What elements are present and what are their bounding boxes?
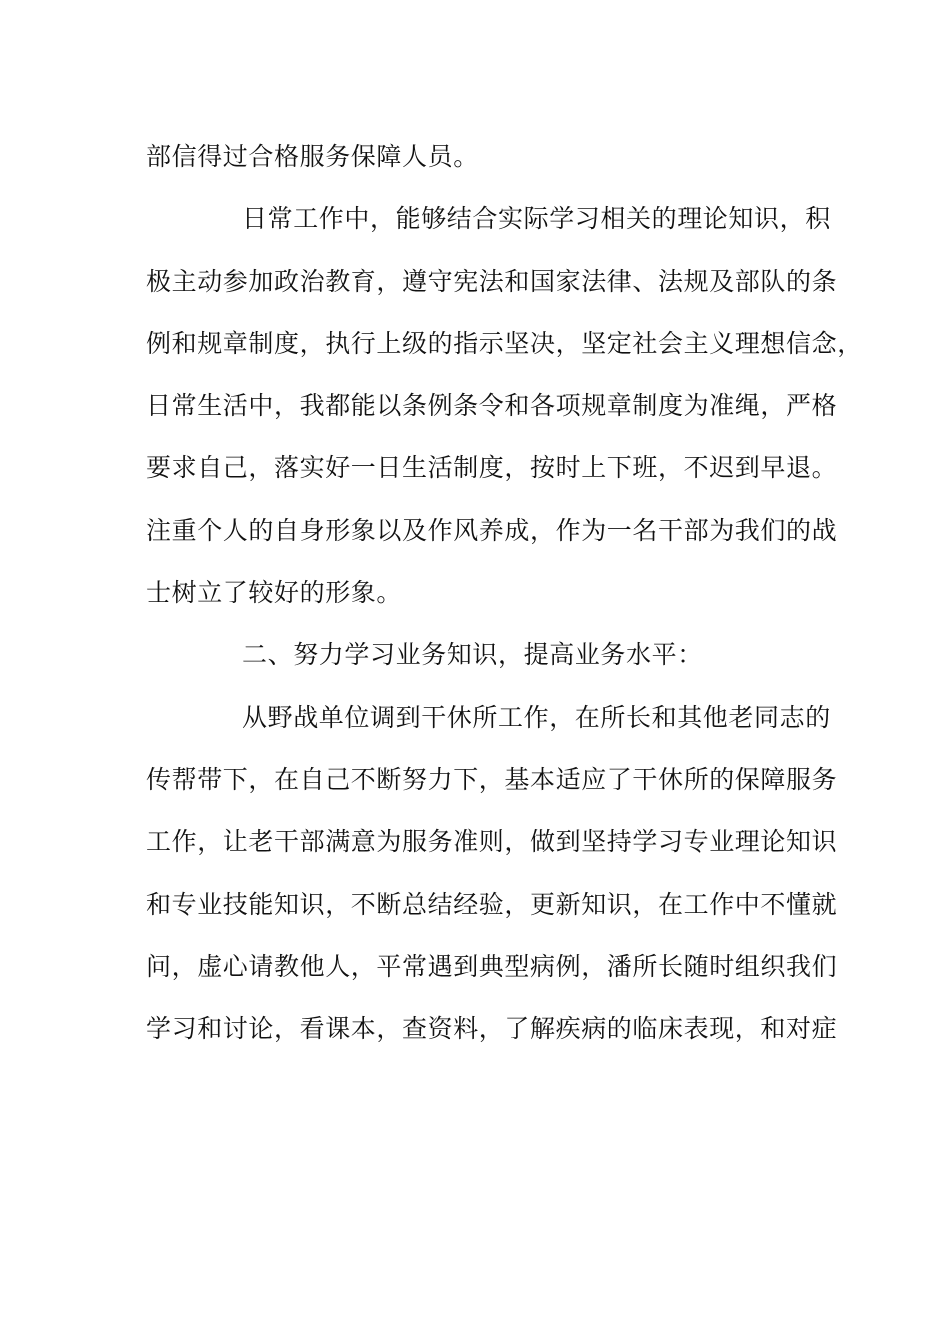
text-line: 日常工作中，能够结合实际学习相关的理论知识，积: [242, 204, 831, 234]
text-line: 部信得过合格服务保障人员。: [146, 142, 479, 171]
text-line: 问，虚心请教他人，平常遇到典型病例，潘所长随时组织我们: [146, 951, 838, 981]
text-line: 士树立了较好的形象。: [146, 578, 403, 608]
text-line: 极主动参加政治教育，遵守宪法和国家法律、法规及部队的条: [146, 266, 838, 296]
text-line: 和专业技能知识，不断总结经验，更新知识，在工作中不懂就: [146, 889, 838, 919]
text-line: 日常生活中，我都能以条例条令和各项规章制度为准绳，严格: [146, 391, 838, 421]
text-line: 例和规章制度，执行上级的指示坚决，坚定社会主义理想信念，: [146, 328, 863, 358]
text-line: 注重个人的自身形象以及作风养成，作为一名干部为我们的战: [146, 515, 838, 545]
text-line: 要求自己，落实好一日生活制度，按时上下班，不迟到早退。: [146, 453, 838, 483]
text-line: 学习和讨论，看课本，查资料，了解疾病的临床表现，和对症: [146, 1014, 838, 1044]
text-line: 工作，让老干部满意为服务准则，做到坚持学习专业理论知识: [146, 827, 838, 857]
body-text: [146, 126, 863, 1060]
section-heading: 二、努力学习业务知识，提高业务水平：: [242, 640, 703, 670]
text-line: 传帮带下，在自己不断努力下，基本适应了干休所的保障服务: [146, 764, 838, 794]
text-line: 从野战单位调到干休所工作，在所长和其他老同志的: [242, 702, 831, 732]
